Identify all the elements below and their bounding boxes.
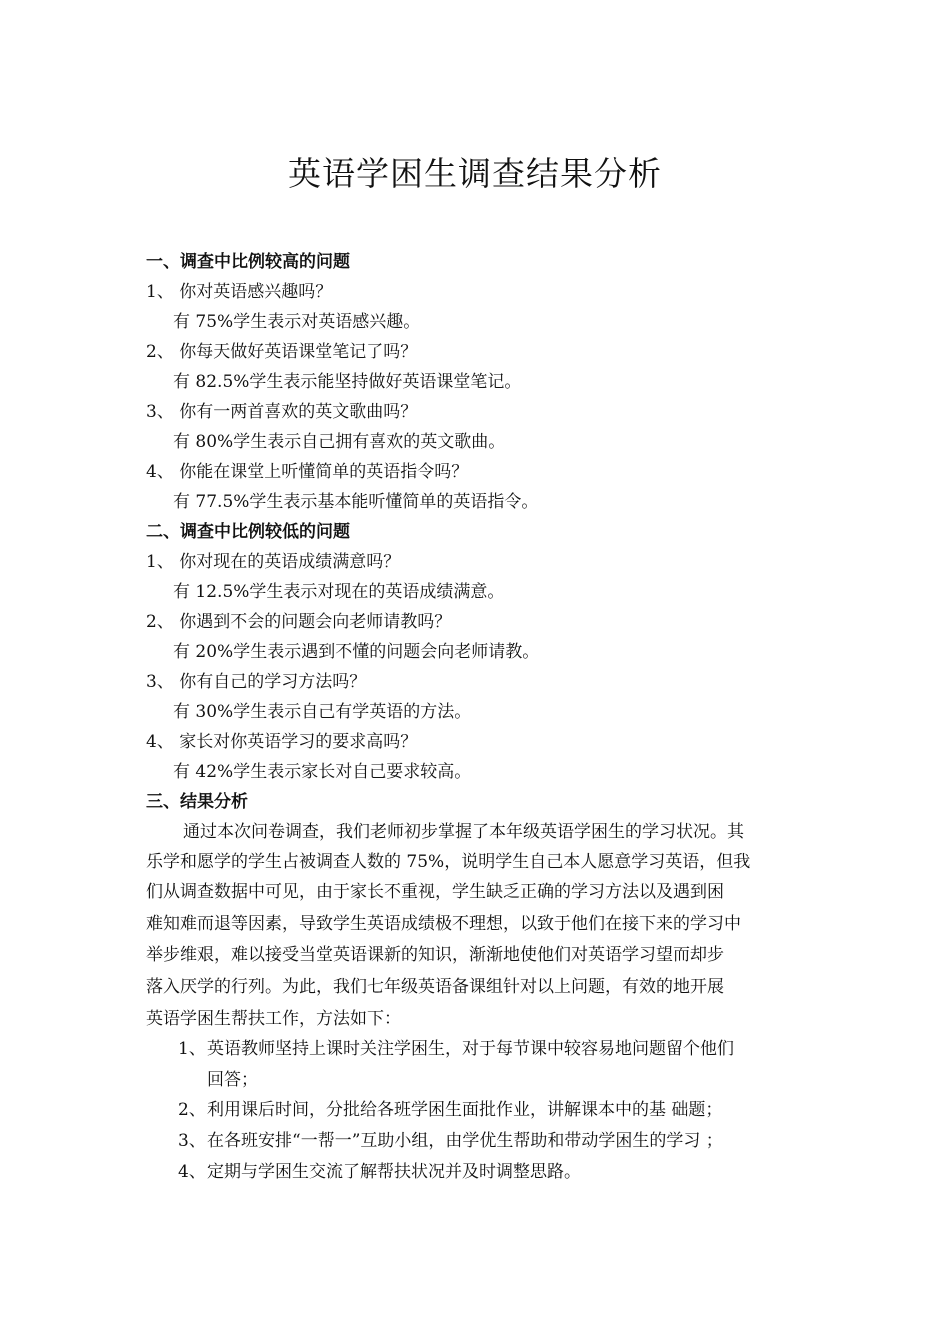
paragraph-line: 举步维艰，难以接受当堂英语课新的知识，渐渐地使他们对英语学习望而却步 [146, 945, 724, 965]
measure-text: 定期与学困生交流了解帮扶状况并及时调整思路。 [207, 1162, 581, 1182]
measure-number: 3、 [178, 1131, 206, 1151]
question: 3、 你有一两首喜欢的英文歌曲吗？ [146, 402, 418, 422]
measure-number: 1、 [178, 1039, 206, 1059]
paragraph-line: 难知难而退等因素，导致学生英语成绩极不理想，以致于他们在接下来的学习中 [146, 914, 741, 934]
paragraph-line: 通过本次问卷调查，我们老师初步掌握了本年级英语学困生的学习状况。其 [183, 822, 744, 842]
paragraph-line: 落入厌学的行列。为此，我们七年级英语备课组针对以上问题，有效的地开展 [146, 977, 724, 997]
section-heading: 一、调查中比例较高的问题 [146, 252, 350, 272]
answer: 有 75%学生表示对英语感兴趣。 [173, 312, 421, 332]
paragraph-line: 们从调查数据中可见，由于家长不重视，学生缺乏正确的学习方法以及遇到困 [146, 882, 724, 902]
measure-text: 在各班安排“一帮一”互助小组，由学优生帮助和带动学困生的学习 ； [207, 1131, 723, 1151]
answer: 有 20%学生表示遇到不懂的问题会向老师请教。 [173, 642, 540, 662]
answer: 有 77.5%学生表示基本能听懂简单的英语指令。 [173, 492, 539, 512]
question: 1、 你对英语感兴趣吗？ [146, 282, 333, 302]
question: 1、 你对现在的英语成绩满意吗？ [146, 552, 401, 572]
answer: 有 42%学生表示家长对自己要求较高。 [173, 762, 472, 782]
document-title: 英语学困生调查结果分析 [288, 154, 662, 193]
answer: 有 12.5%学生表示对现在的英语成绩满意。 [173, 582, 505, 602]
question: 4、 你能在课堂上听懂简单的英语指令吗？ [146, 462, 469, 482]
measure-text: 回答； [207, 1070, 258, 1090]
paragraph-line: 乐学和愿学的学生占被调查人数的 75%，说明学生自己本人愿意学习英语，但我 [146, 852, 751, 872]
question: 2、 你每天做好英语课堂笔记了吗？ [146, 342, 418, 362]
question: 4、 家长对你英语学习的要求高吗？ [146, 732, 418, 752]
answer: 有 30%学生表示自己有学英语的方法。 [173, 702, 472, 722]
measure-number: 2、 [178, 1100, 206, 1120]
measure-text: 英语教师坚持上课时关注学困生，对于每节课中较容易地问题留个他们 [207, 1039, 734, 1059]
measure-text: 利用课后时间，分批给各班学困生面批作业，讲解课本中的基 础题； [207, 1100, 723, 1120]
section-heading: 三、结果分析 [146, 792, 248, 812]
paragraph-line: 英语学困生帮扶工作，方法如下： [146, 1009, 401, 1029]
question: 3、 你有自己的学习方法吗？ [146, 672, 367, 692]
answer: 有 80%学生表示自己拥有喜欢的英文歌曲。 [173, 432, 506, 452]
answer: 有 82.5%学生表示能坚持做好英语课堂笔记。 [173, 372, 522, 392]
measure-number: 4、 [178, 1162, 206, 1182]
section-heading: 二、调查中比例较低的问题 [146, 522, 350, 542]
question: 2、 你遇到不会的问题会向老师请教吗？ [146, 612, 452, 632]
